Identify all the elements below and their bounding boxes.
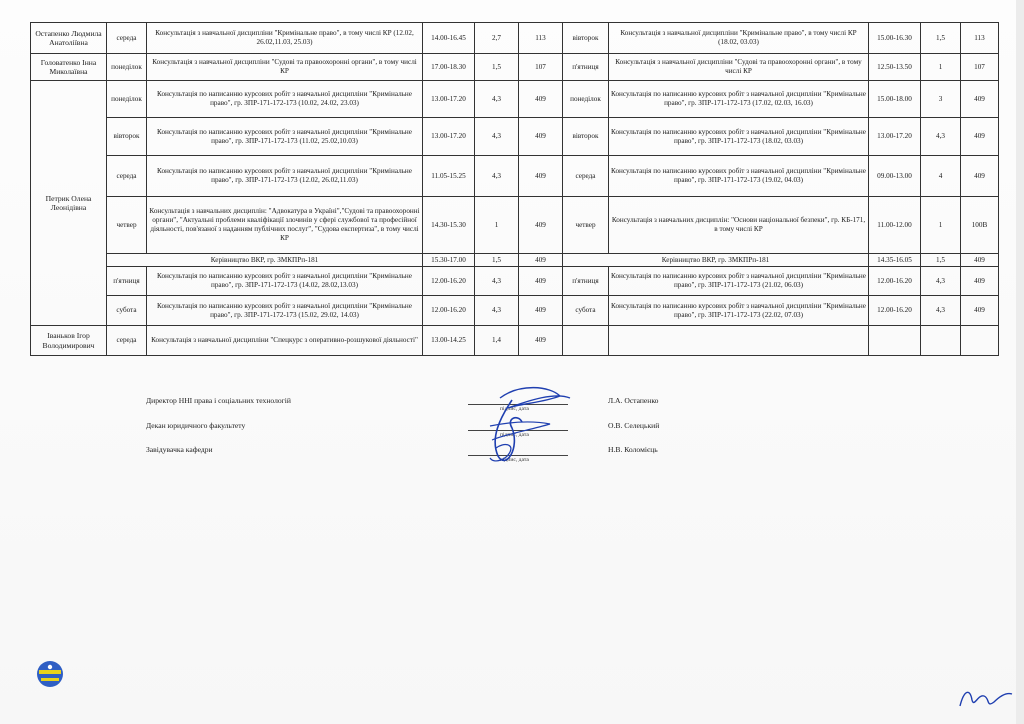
table-row [31, 254, 999, 267]
time-cell: 17.00-18.30 [423, 54, 475, 81]
hours-cell: 4,3 [475, 81, 519, 118]
room-cell: 100В [961, 197, 999, 254]
consultation-desc: Консультація по написанню курсових робіт з навчальної дисципліни "Кримінальне право", гр. ЗПР-171-172-173 (19.02, 04.03) [609, 156, 869, 197]
consultation-desc: Консультація по написанню курсових робіт з навчальної дисципліни "Кримінальне право", гр. ЗПР-171-172-173 (11.02, 25.02,10.03) [147, 118, 423, 156]
day-cell: субота [563, 296, 609, 326]
consultation-desc: Керівництво ВКР, гр. ЗМКПРп-181 [563, 254, 869, 267]
day-cell: понеділок [107, 81, 147, 118]
consultation-desc: Консультація з навчальних дисциплін: "Основи національної безпеки", гр. КБ-171, в тому числі КР [609, 197, 869, 254]
table-row [31, 326, 999, 356]
time-cell: 13.00-17.20 [423, 118, 475, 156]
room-cell: 409 [519, 254, 563, 267]
hours-cell: 2,7 [475, 23, 519, 54]
signatory-name: Л.А. Остапенко [608, 396, 659, 405]
room-cell: 113 [519, 23, 563, 54]
time-cell: 15.00-16.30 [869, 23, 921, 54]
time-cell: 12.00-16.20 [423, 267, 475, 296]
day-cell: понеділок [563, 81, 609, 118]
day-cell: середа [563, 156, 609, 197]
empty-cell [961, 326, 999, 356]
day-cell: середа [107, 326, 147, 356]
time-cell: 15.30-17.00 [423, 254, 475, 267]
day-cell: середа [107, 156, 147, 197]
consultation-desc: Консультація з навчальної дисципліни "Судові та правоохоронні органи", в тому числі КР [147, 54, 423, 81]
consultation-desc: Консультація по написанню курсових робіт з навчальної дисципліни "Кримінальне право", гр. ЗПР-171-172-173 (12.02, 26.02,11.03) [147, 156, 423, 197]
teacher-name: Іваньков Ігор Володимирович [31, 326, 107, 356]
consultation-desc: Консультація з навчальної дисципліни "Спецкурс з оперативно-розшукової діяльності" [147, 326, 423, 356]
hours-cell: 1,5 [475, 254, 519, 267]
consultation-desc: Консультація по написанню курсових робіт з навчальної дисципліни "Кримінальне право", гр. ЗПР-171-172-173 (21.02, 06.03) [609, 267, 869, 296]
consultation-desc: Консультація по написанню курсових робіт з навчальної дисципліни "Кримінальне право", гр. ЗПР-171-172-173 (15.02, 29.02, 14.03) [147, 296, 423, 326]
hours-cell: 4,3 [475, 156, 519, 197]
day-cell: п'ятниця [563, 267, 609, 296]
room-cell: 409 [519, 118, 563, 156]
time-cell: 12.50-13.50 [869, 54, 921, 81]
hours-cell: 4,3 [921, 296, 961, 326]
day-cell: четвер [563, 197, 609, 254]
day-cell: вівторок [563, 23, 609, 54]
hours-cell: 4,3 [475, 118, 519, 156]
day-cell: п'ятниця [107, 267, 147, 296]
university-logo-icon [36, 660, 64, 688]
hours-cell: 1,5 [921, 254, 961, 267]
time-cell: 09.00-13.00 [869, 156, 921, 197]
room-cell: 409 [961, 81, 999, 118]
time-cell: 11.05-15.25 [423, 156, 475, 197]
room-cell: 409 [519, 81, 563, 118]
room-cell: 409 [961, 254, 999, 267]
room-cell: 409 [519, 296, 563, 326]
hours-cell: 4,3 [921, 267, 961, 296]
time-cell: 15.00-18.00 [869, 81, 921, 118]
time-cell: 14.35-16.05 [869, 254, 921, 267]
time-cell: 14.30-15.30 [423, 197, 475, 254]
signature-caption: підпис, дата [500, 406, 529, 412]
consultation-desc: Консультація з навчальної дисципліни "Кримінальне право", в тому числі КР (18.02, 03.03) [609, 23, 869, 54]
consultation-desc: Консультація по написанню курсових робіт з навчальної дисципліни "Кримінальне право", гр. ЗПР-171-172-173 (22.02, 07.03) [609, 296, 869, 326]
hours-cell: 4,3 [475, 296, 519, 326]
consultation-desc: Консультація по написанню курсових робіт з навчальної дисципліни "Кримінальне право", гр. ЗПР-171-172-173 (18.02, 03.03) [609, 118, 869, 156]
consultation-desc: Консультація по написанню курсових робіт з навчальної дисципліни "Кримінальне право", гр. ЗПР-171-172-173 (14.02, 28.02,13.03) [147, 267, 423, 296]
time-cell: 14.00-16.45 [423, 23, 475, 54]
day-cell: субота [107, 296, 147, 326]
hours-cell: 1,4 [475, 326, 519, 356]
room-cell: 107 [961, 54, 999, 81]
hours-cell: 1 [921, 54, 961, 81]
consultation-desc: Консультація з навчальних дисциплін: "Адвокатура в Україні","Судові та правоохоронні органи", "Актуальні проблеми кваліфікації злочинів у сфері службової та професійної діяльності, пов'язаної з наданням публічних послуг", "Судова експертиза", в тому числі КР [147, 197, 423, 254]
hours-cell: 1 [475, 197, 519, 254]
table-row [31, 23, 999, 54]
room-cell: 409 [961, 156, 999, 197]
day-cell: вівторок [107, 118, 147, 156]
signature-caption: підпис, дата [500, 457, 529, 463]
consultation-desc: Консультація з навчальної дисципліни "Кримінальне право", в тому числі КР (12.02, 26.02,11.03, 25.03) [147, 23, 423, 54]
signatory-role: Директор ННІ права і соціальних технологій [146, 396, 291, 405]
time-cell: 13.00-17.20 [423, 81, 475, 118]
teacher-name: Головатенко Інна Миколаївна [31, 54, 107, 81]
time-cell: 12.00-16.20 [869, 296, 921, 326]
room-cell: 113 [961, 23, 999, 54]
room-cell: 409 [519, 156, 563, 197]
signature-caption: підпис, дата [500, 432, 529, 438]
signatory-name: Н.В. Коломієць [608, 445, 658, 454]
room-cell: 409 [519, 267, 563, 296]
hours-cell: 1,5 [475, 54, 519, 81]
hours-cell: 1 [921, 197, 961, 254]
empty-cell [563, 326, 609, 356]
signatory-role: Завідувачка кафедри [146, 445, 213, 454]
time-cell: 11.00-12.00 [869, 197, 921, 254]
consultation-desc: Консультація по написанню курсових робіт з навчальної дисципліни "Кримінальне право", гр. ЗПР-171-172-173 (17.02, 02.03, 16.03) [609, 81, 869, 118]
empty-cell [921, 326, 961, 356]
teacher-name: Петрик Олена Леонідівна [31, 81, 107, 326]
hours-cell: 3 [921, 81, 961, 118]
hours-cell: 4,3 [921, 118, 961, 156]
day-cell: вівторок [563, 118, 609, 156]
time-cell: 12.00-16.20 [869, 267, 921, 296]
table-row [31, 118, 999, 156]
hours-cell: 1,5 [921, 23, 961, 54]
teacher-name: Остапенко Людмила Анатоліївна [31, 23, 107, 54]
consultation-desc: Консультація по написанню курсових робіт з навчальної дисципліни "Кримінальне право", гр. ЗПР-171-172-173 (10.02, 24.02, 23.03) [147, 81, 423, 118]
time-cell: 13.00-17.20 [869, 118, 921, 156]
empty-cell [609, 326, 869, 356]
signatory-role: Декан юридичного факультету [146, 421, 246, 430]
schedule-table [30, 22, 999, 356]
room-cell: 409 [519, 197, 563, 254]
table-row [31, 267, 999, 296]
consultation-desc: Керівництво ВКР, гр. ЗМКПРп-181 [107, 254, 423, 267]
time-cell: 13.00-14.25 [423, 326, 475, 356]
signatory-name: О.В. Селецький [608, 421, 660, 430]
table-row [31, 156, 999, 197]
room-cell: 409 [961, 267, 999, 296]
table-row [31, 296, 999, 326]
table-row [31, 197, 999, 254]
hours-cell: 4,3 [475, 267, 519, 296]
day-cell: понеділок [107, 54, 147, 81]
handwritten-signature-icon [460, 378, 580, 478]
empty-cell [869, 326, 921, 356]
day-cell: четвер [107, 197, 147, 254]
day-cell: середа [107, 23, 147, 54]
hours-cell: 4 [921, 156, 961, 197]
scan-edge [1016, 0, 1024, 724]
table-row [31, 81, 999, 118]
table-row [31, 54, 999, 81]
consultation-desc: Консультація з навчальної дисципліни "Судові та правоохоронні органи", в тому числі КР [609, 54, 869, 81]
day-cell: п'ятниця [563, 54, 609, 81]
time-cell: 12.00-16.20 [423, 296, 475, 326]
room-cell: 409 [961, 118, 999, 156]
room-cell: 409 [961, 296, 999, 326]
room-cell: 409 [519, 326, 563, 356]
room-cell: 107 [519, 54, 563, 81]
corner-signature-icon [956, 684, 1016, 714]
